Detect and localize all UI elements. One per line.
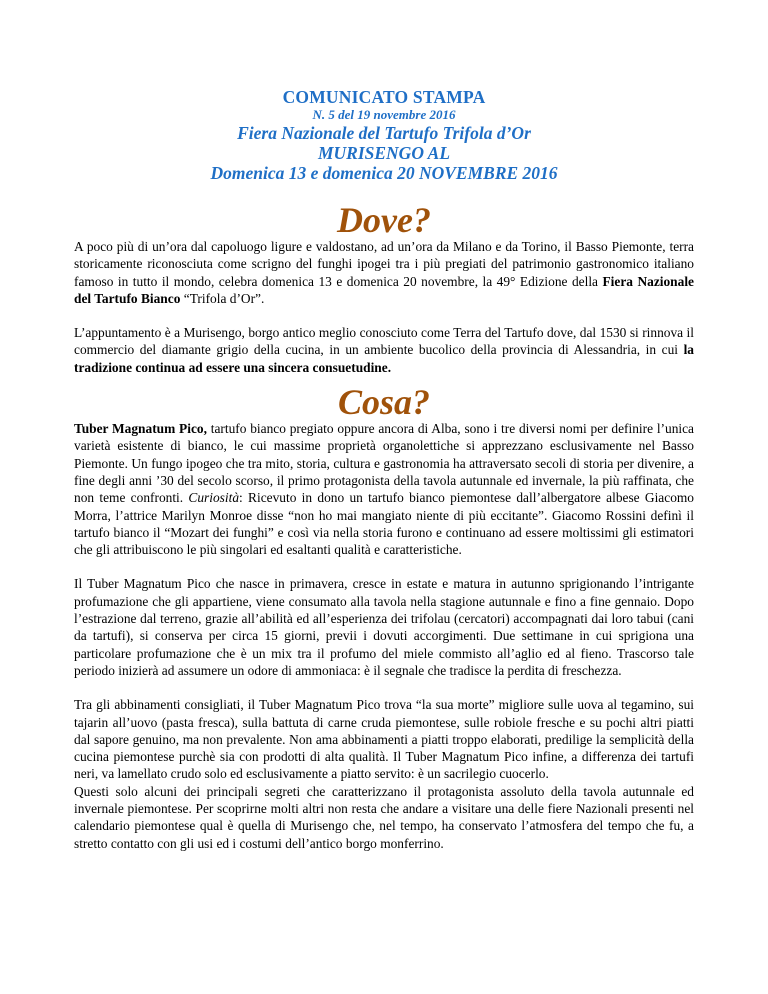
cosa-p1-text-b: : Ricevuto in dono un tartufo bianco piemontese dall’albergatore albese Giacomo Morra, l’attrice Marilyn Monroe disse “non ho mai mangiato niente di più eccitante”. Giacomo Rossini definì il tartufo bianco il “Mozart dei funghi” e così via nella storia furono e continuano ad essere moltissimi gli estimatori che gli attribuiscono le più singolari ed esaltanti qualità e caratteristiche.: [74, 490, 694, 558]
press-header: [74, 87, 694, 183]
dove-paragraph-2: [74, 324, 694, 376]
cosa-p1-text-a: tartufo bianco pregiato oppure ancora di Alba, sono i tre diversi nomi per definire l’unica varietà esistente di bianco, le cui massime proprietà organolettiche si apprezzano esclusivamente nel Basso Piemonte. Un fungo ipogeo che tra mito, storia, cultura e gastronomia ha attraversato secoli di storia per divenire, a fine degli anni ’30 del secolo scorso, il primo protagonista della tavola autunnale ed invernale, la più raffinata, che non teme confronti.: [74, 421, 694, 506]
section-heading-dove: Dove?: [337, 200, 431, 240]
dove-p1-text-b: “Trifola d’Or”.: [180, 290, 265, 306]
dove-paragraph-1: [74, 238, 694, 307]
dove-p1-text-a: A poco più di un’ora dal capoluogo ligure e valdostano, ad un’ora da Milano e da Torino, il Basso Piemonte, terra storicamente riconosciuta come scrigno del funghi ipogei tra i più pregiati del patrimonio gastronomico italiano famoso in tutto il mondo, celebra domenica 13 e domenica 20 novembre, la 49° Edizione della: [74, 239, 694, 289]
dove-p2-text-a: L’appuntamento è a Murisengo, borgo antico meglio conosciuto come Terra del Tartufo dove, dal 1530 si rinnova il commercio del diamante grigio della cucina, in un ambiente bucolico della provincia di Alessandria, in cui: [74, 325, 694, 358]
press-release-title: COMUNICATO STAMPA: [282, 87, 486, 107]
cosa-paragraph-1: [74, 420, 694, 558]
dove-p2-bold: la tradizione continua ad essere una sincera consuetudine.: [74, 342, 694, 375]
cosa-paragraph-3: Tra gli abbinamenti consigliati, il Tuber Magnatum Pico trova “la sua morte” migliore sulle uova al tegamino, sui tajarin all’uovo (pasta fresca), sulla battuta di carne cruda piemontese, sulle robiole fresche e su pochi altri piatti dal sapore genuino, ma non prevalente. Non ama abbinamenti a piatti troppo elaborati, predilige la semplicità della cucina piemontese purchè sia con prodotti di alta qualità. Il Tuber Magnatum Pico infine, a differenza dei tartufi neri, va lamellato crudo solo ed esclusivamente a piatto servito: è un sacrilegio cuocerlo.: [74, 697, 694, 782]
cosa-p1-italic: Curiosità: [188, 490, 240, 506]
document-page: [74, 0, 694, 852]
cosa-paragraph-4: Questi solo alcuni dei principali segreti che caratterizzano il protagonista assoluto della tavola autunnale ed invernale piemontese. Per scoprirne molti altri non resta che andare a visitare una delle fiere Nazionali presenti nel calendario piemontese qual è quella di Murisengo che, nel tempo, ha conservato l’atmosfera del tempo che fu, a stretto contatto con gli usi ed i costumi dell’antico borgo monferrino.: [74, 783, 694, 851]
cosa-p1-bold: Tuber Magnatum Pico,: [74, 421, 207, 437]
section-heading-cosa: Cosa?: [337, 382, 431, 423]
cosa-paragraph-2: Il Tuber Magnatum Pico che nasce in primavera, cresce in estate e matura in autunno sprigionando l’intrigante profumazione che gli appartiene, viene consumato alla tavola nella stagione autunnale e fino a fine gennaio. Dopo l’estrazione dal terreno, grazie all’abilità ed all’esperienza dei trifolau (cercatori) accompagnati dai loro tabui (cani da tartufi), si conserva per circa 15 giorni, previi i dovuti accorgimenti. Due settimane in cui sprigiona una particolare profumazione che è un mix tra il profumo del miele commisto all’aglio ed al fieno. Trascorso tale periodo inizierà ad assumere un odore di ammoniaca: è il segnale che tradisce la perdita di freschezza.: [74, 576, 694, 678]
press-release-number: N. 5 del 19 novembre 2016: [312, 107, 456, 122]
fair-dates: Domenica 13 e domenica 20 NOVEMBRE 2016: [210, 163, 558, 183]
fair-place: MURISENGO AL: [317, 143, 451, 163]
dove-p1-bold: Fiera Nazionale del Tartufo Bianco: [74, 273, 694, 306]
fair-name: Fiera Nazionale del Tartufo Trifola d’Or: [237, 123, 531, 143]
